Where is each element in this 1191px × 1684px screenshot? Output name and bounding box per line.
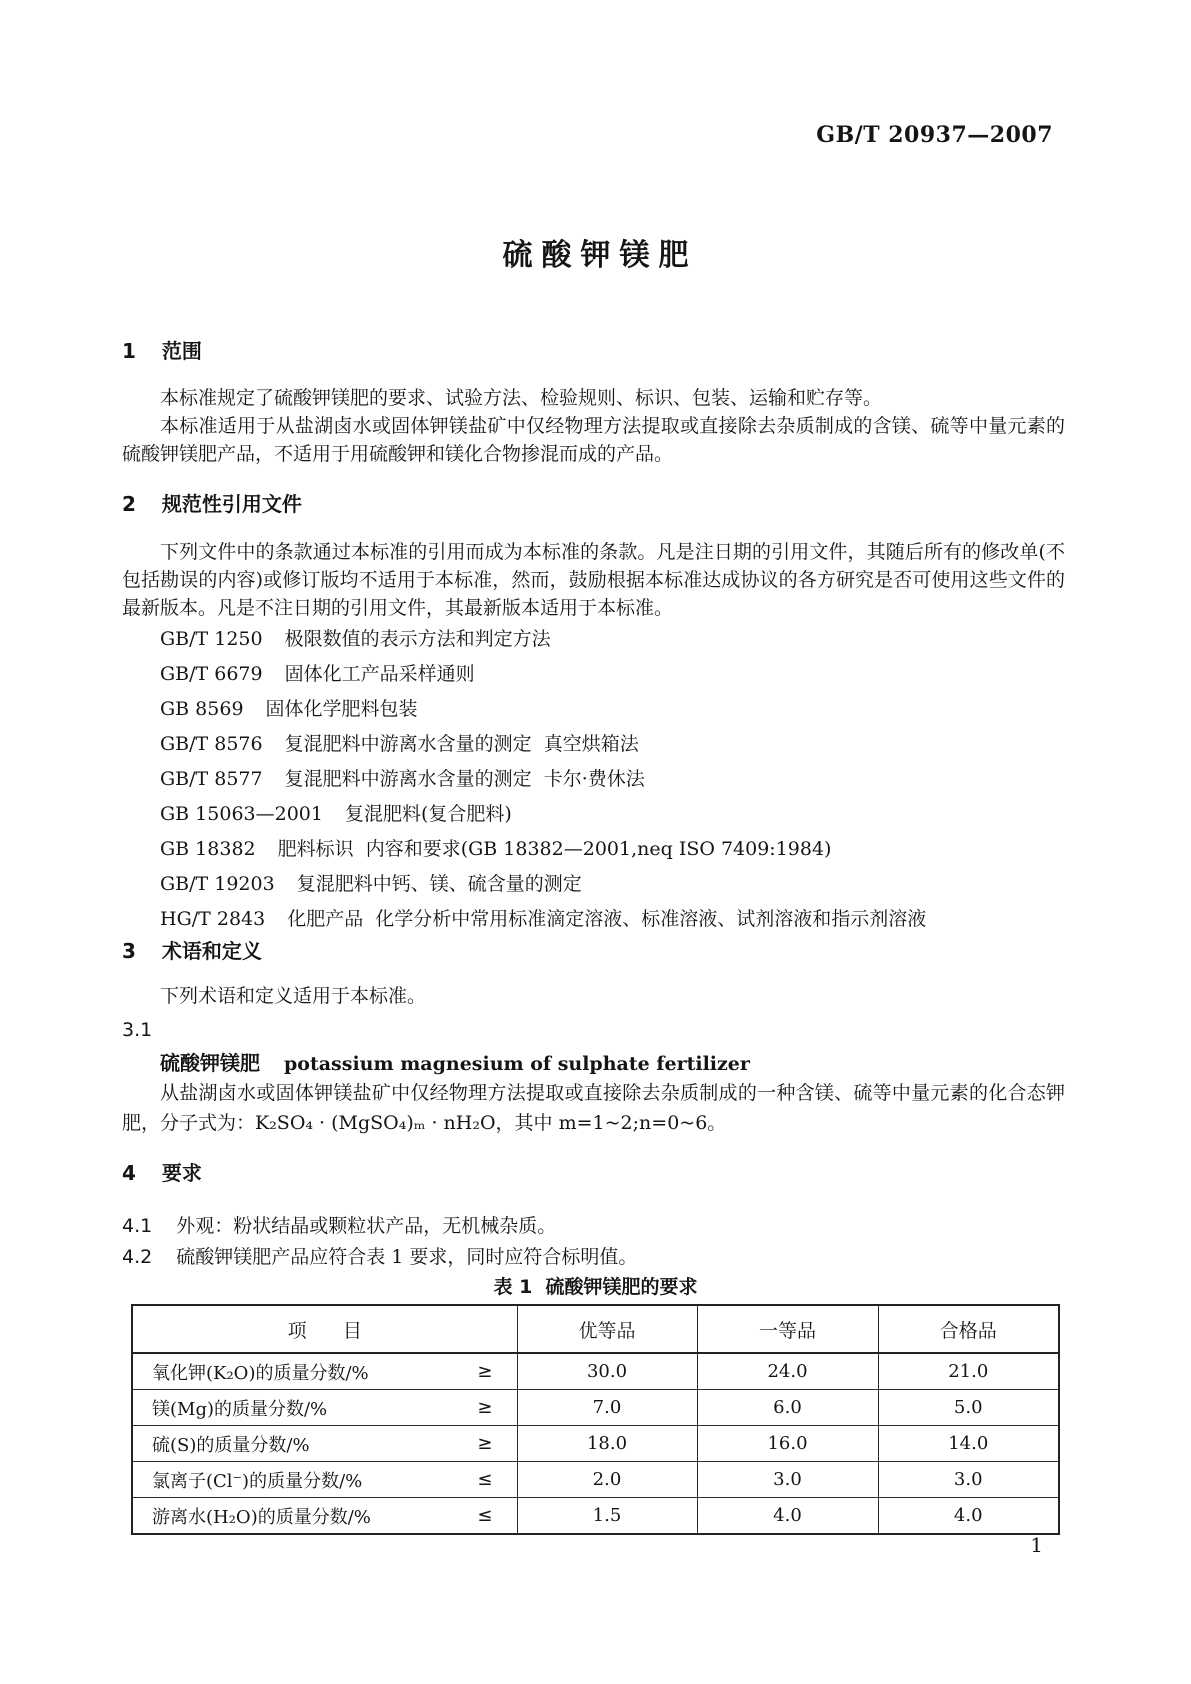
row-value-qualified: 21.0 [878,1353,1059,1390]
column-header-premium-grade: 优等品 [517,1305,697,1353]
row-value-first: 24.0 [697,1353,878,1390]
clause-4-1 [122,1212,1065,1240]
section-3-intro: 下列术语和定义适用于本标准。 [160,985,427,1007]
row-item-label: 硫(S)的质量分数/% [152,1434,310,1456]
row-item-label: 镁(Mg)的质量分数/% [152,1398,328,1420]
row-item-label: 氧化钾(K₂O)的质量分数/% [152,1362,369,1384]
section-3-number: 3 [122,939,136,963]
requirements-table [131,1304,1060,1535]
normative-references-list [122,622,1065,937]
reference-code: GB/T 8577 [160,768,263,790]
row-value-premium: 1.5 [517,1498,697,1535]
reference-title: 化肥产品 化学分析中常用标准滴定溶液、标准溶液、试剂溶液和指示剂溶液 [287,908,927,930]
row-value-qualified: 5.0 [878,1390,1059,1426]
clause-4-2-number: 4.2 [122,1246,153,1268]
section-1-paragraph-2: 本标准适用于从盐湖卤水或固体钾镁盐矿中仅经物理方法提取或直接除去杂质制成的含镁、硫等中量元素的硫酸钾镁肥产品，不适用于用硫酸钾和镁化合物掺混而成的产品。 [122,415,1065,465]
reference-item [122,657,1065,692]
standard-number: GB/T 20937—2007 [816,122,1053,148]
reference-code: HG/T 2843 [160,908,266,930]
section-3-heading [122,938,262,964]
reference-title: 固体化工产品采样通则 [284,663,475,685]
section-3-title: 术语和定义 [161,939,262,963]
reference-item [122,902,1065,937]
row-value-first: 16.0 [697,1426,878,1462]
row-value-qualified: 3.0 [878,1462,1059,1498]
reference-item [122,762,1065,797]
document-title: 硫酸钾镁肥 [502,238,698,273]
table-row [132,1353,1059,1390]
table-row [132,1462,1059,1498]
term-definition-heading [160,1047,750,1076]
section-2-title: 规范性引用文件 [161,492,302,516]
reference-item [122,692,1065,727]
section-1-heading [122,338,202,364]
reference-code: GB 18382 [160,838,256,860]
reference-item [122,867,1065,902]
term-definition-text: 从盐湖卤水或固体钾镁盐矿中仅经物理方法提取或直接除去杂质制成的一种含镁、硫等中量元素的化合态钾肥，分子式为：K₂SO₄ · (MgSO₄)ₘ · nH₂O，其中 m=1~2;n=0~6。 [122,1082,1065,1134]
section-1-paragraph-1: 本标准规定了硫酸钾镁肥的要求、试验方法、检验规则、标识、包装、运输和贮存等。 [160,387,883,409]
reference-title: 复混肥料(复合肥料) [344,803,512,825]
reference-title: 复混肥料中钙、镁、硫含量的测定 [296,873,582,895]
reference-code: GB/T 19203 [160,873,275,895]
section-4-title: 要求 [161,1161,202,1185]
reference-title: 固体化学肥料包装 [265,698,418,720]
row-value-premium: 7.0 [517,1390,697,1426]
term-chinese: 硫酸钾镁肥 [160,1051,260,1075]
row-value-premium: 2.0 [517,1462,697,1498]
reference-item [122,622,1065,657]
clause-4-2 [122,1243,1065,1271]
row-value-premium: 30.0 [517,1353,697,1390]
column-header-qualified-grade: 合格品 [878,1305,1059,1353]
row-value-first: 6.0 [697,1390,878,1426]
reference-item [122,832,1065,867]
row-value-first: 3.0 [697,1462,878,1498]
row-item-label: 氯离子(Cl⁻)的质量分数/% [152,1470,363,1492]
section-2-heading [122,491,302,517]
reference-title: 极限数值的表示方法和判定方法 [284,628,551,650]
reference-code: GB 15063—2001 [160,803,323,825]
section-2-intro: 下列文件中的条款通过本标准的引用而成为本标准的条款。凡是注日期的引用文件，其随后所有的修改单(不包括勘误的内容)或修订版均不适用于本标准，然而，鼓励根据本标准达成协议的各方研究是否可使用这些文件的最新版本。凡是不注日期的引用文件，其最新版本适用于本标准。 [122,541,1065,619]
table-row [132,1498,1059,1535]
row-value-premium: 18.0 [517,1426,697,1462]
reference-item [122,797,1065,832]
page-number: 1 [1030,1533,1043,1557]
reference-code: GB 8569 [160,698,244,720]
table-row [132,1390,1059,1426]
reference-code: GB/T 1250 [160,628,263,650]
section-4-heading [122,1160,202,1186]
row-value-qualified: 4.0 [878,1498,1059,1535]
row-comparison-operator: ≥ [477,1433,493,1454]
term-english: potassium magnesium of sulphate fertilizer [284,1053,750,1075]
table-1-caption: 表 1 硫酸钾镁肥的要求 [493,1276,698,1298]
clause-4-1-number: 4.1 [122,1215,153,1237]
row-comparison-operator: ≥ [477,1361,493,1382]
section-4-number: 4 [122,1161,136,1185]
reference-title: 复混肥料中游离水含量的测定 卡尔·费休法 [284,768,645,790]
row-comparison-operator: ≤ [477,1505,493,1526]
reference-code: GB/T 8576 [160,733,263,755]
row-value-qualified: 14.0 [878,1426,1059,1462]
table-header-row [132,1305,1059,1353]
row-comparison-operator: ≥ [477,1397,493,1418]
section-1-number: 1 [122,339,136,363]
clause-4-1-text: 外观：粉状结晶或颗粒状产品，无机械杂质。 [176,1215,557,1237]
clause-4-2-text: 硫酸钾镁肥产品应符合表 1 要求，同时应符合标明值。 [176,1246,638,1268]
row-comparison-operator: ≤ [477,1469,493,1490]
row-value-first: 4.0 [697,1498,878,1535]
row-item-label: 游离水(H₂O)的质量分数/% [152,1506,371,1528]
section-2-number: 2 [122,492,136,516]
column-header-item: 项 目 [132,1305,517,1353]
reference-title: 复混肥料中游离水含量的测定 真空烘箱法 [284,733,639,755]
section-1-title: 范围 [161,339,202,363]
reference-code: GB/T 6679 [160,663,263,685]
table-row [132,1426,1059,1462]
clause-3-1-number: 3.1 [122,1019,153,1041]
reference-title: 肥料标识 内容和要求(GB 18382—2001,neq ISO 7409:1984) [277,838,832,860]
column-header-first-grade: 一等品 [697,1305,878,1353]
reference-item [122,727,1065,762]
